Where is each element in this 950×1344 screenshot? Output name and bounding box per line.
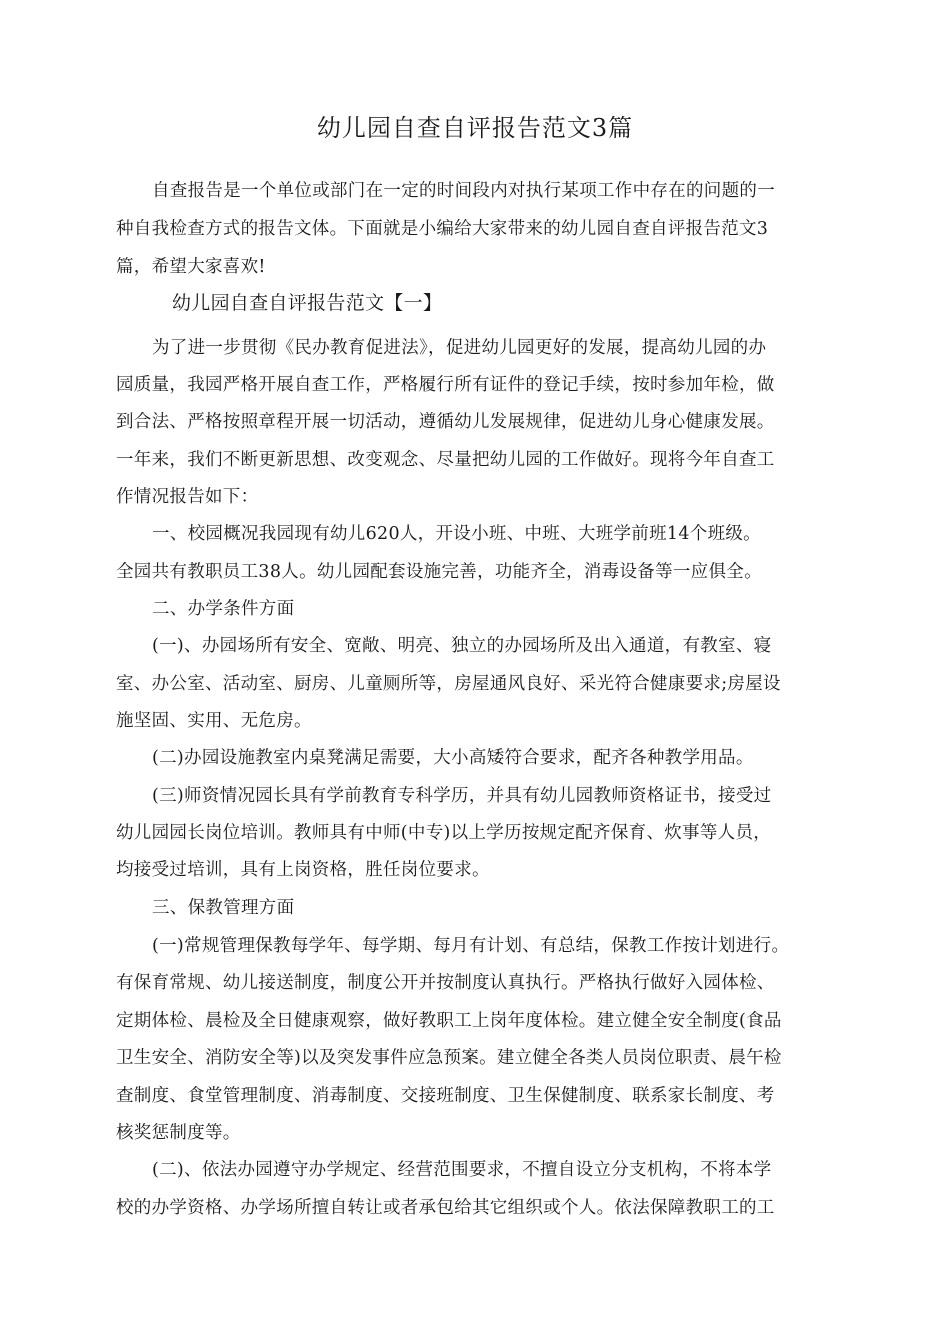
intro-line: 篇，希望大家喜欢! (116, 257, 266, 277)
body-line: 校的办学资格、办学场所擅自转让或者承包给其它组织或个人。依法保障教职工的工 (116, 1198, 775, 1218)
body-line: 定期体检、晨检及全日健康观察，做好教职工上岗年度体检。建立健全安全制度(食品 (116, 1011, 782, 1031)
intro-line: 种自我检查方式的报告文体。下面就是小编给大家带来的幼儿园自查自评报告范文3 (116, 219, 769, 239)
intro-line: 自查报告是一个单位或部门在一定的时间段内对执行某项工作中存在的问题的一 (152, 181, 775, 201)
body-line: 作情况报告如下： (116, 487, 259, 507)
body-line: 核奖惩制度等。 (116, 1123, 241, 1143)
body-line: (二)、依法办园遵守办学规定、经营范围要求，不擅自设立分支机构，不将本学 (152, 1160, 772, 1180)
body-line: 均接受过培训，具有上岗资格，胜任岗位要求。 (116, 860, 490, 880)
body-line: 幼儿园园长岗位培训。教师具有中师(中专)以上学历按规定配齐保育、炊事等人员， (116, 823, 772, 843)
body-line: 一年来，我们不断更新思想、改变观念、尽量把幼儿园的工作做好。现将今年自查工 (116, 450, 775, 470)
body-line: 一、校园概况我园现有幼儿620人，开设小班、中班、大班学前班14个班级。 (152, 524, 761, 544)
body-line: (一)、办园场所有安全、宽敞、明亮、独立的办园场所及出入通道，有教室、寝 (152, 636, 772, 656)
body-line: (二)办园设施教室内桌凳满足需要，大小高矮符合要求，配齐各种教学用品。 (152, 748, 754, 768)
body-line: 查制度、食堂管理制度、消毒制度、交接班制度、卫生保健制度、联系家长制度、考 (116, 1086, 775, 1106)
body-line: 施坚固、实用、无危房。 (116, 711, 312, 731)
document-title: 幼儿园自查自评报告范文3篇 (316, 114, 634, 142)
section-heading: 幼儿园自查自评报告范文【一】 (172, 292, 443, 314)
body-line: 全园共有教职员工38人。幼儿园配套设施完善，功能齐全，消毒设备等一应俱全。 (116, 562, 762, 582)
body-line: (一)常规管理保教每学年、每学期、每月有计划、有总结，保教工作按计划进行。 (152, 936, 790, 956)
body-line: 园质量，我园严格开展自查工作，严格履行所有证件的登记手续，按时参加年检，做 (116, 375, 775, 395)
body-line: 室、办公室、活动室、厨房、儿童厕所等，房屋通风良好、采光符合健康要求;房屋设 (116, 674, 781, 694)
subheading: 二、办学条件方面 (152, 599, 295, 619)
body-line: (三)师资情况园长具有学前教育专科学历，并具有幼儿园教师资格证书，接受过 (152, 786, 772, 806)
subheading: 三、保教管理方面 (152, 898, 295, 918)
body-line: 到合法、严格按照章程开展一切活动，遵循幼儿发展规律，促进幼儿身心健康发展。 (116, 412, 775, 432)
body-line: 卫生安全、消防安全等)以及突发事件应急预案。建立健全各类人员岗位职责、晨午检 (116, 1048, 782, 1068)
body-line: 有保育常规、幼儿接送制度，制度公开并按制度认真执行。严格执行做好入园体检、 (116, 973, 775, 993)
body-line: 为了进一步贯彻《民办教育促进法》，促进幼儿园更好的发展，提高幼儿园的办 (152, 338, 767, 358)
